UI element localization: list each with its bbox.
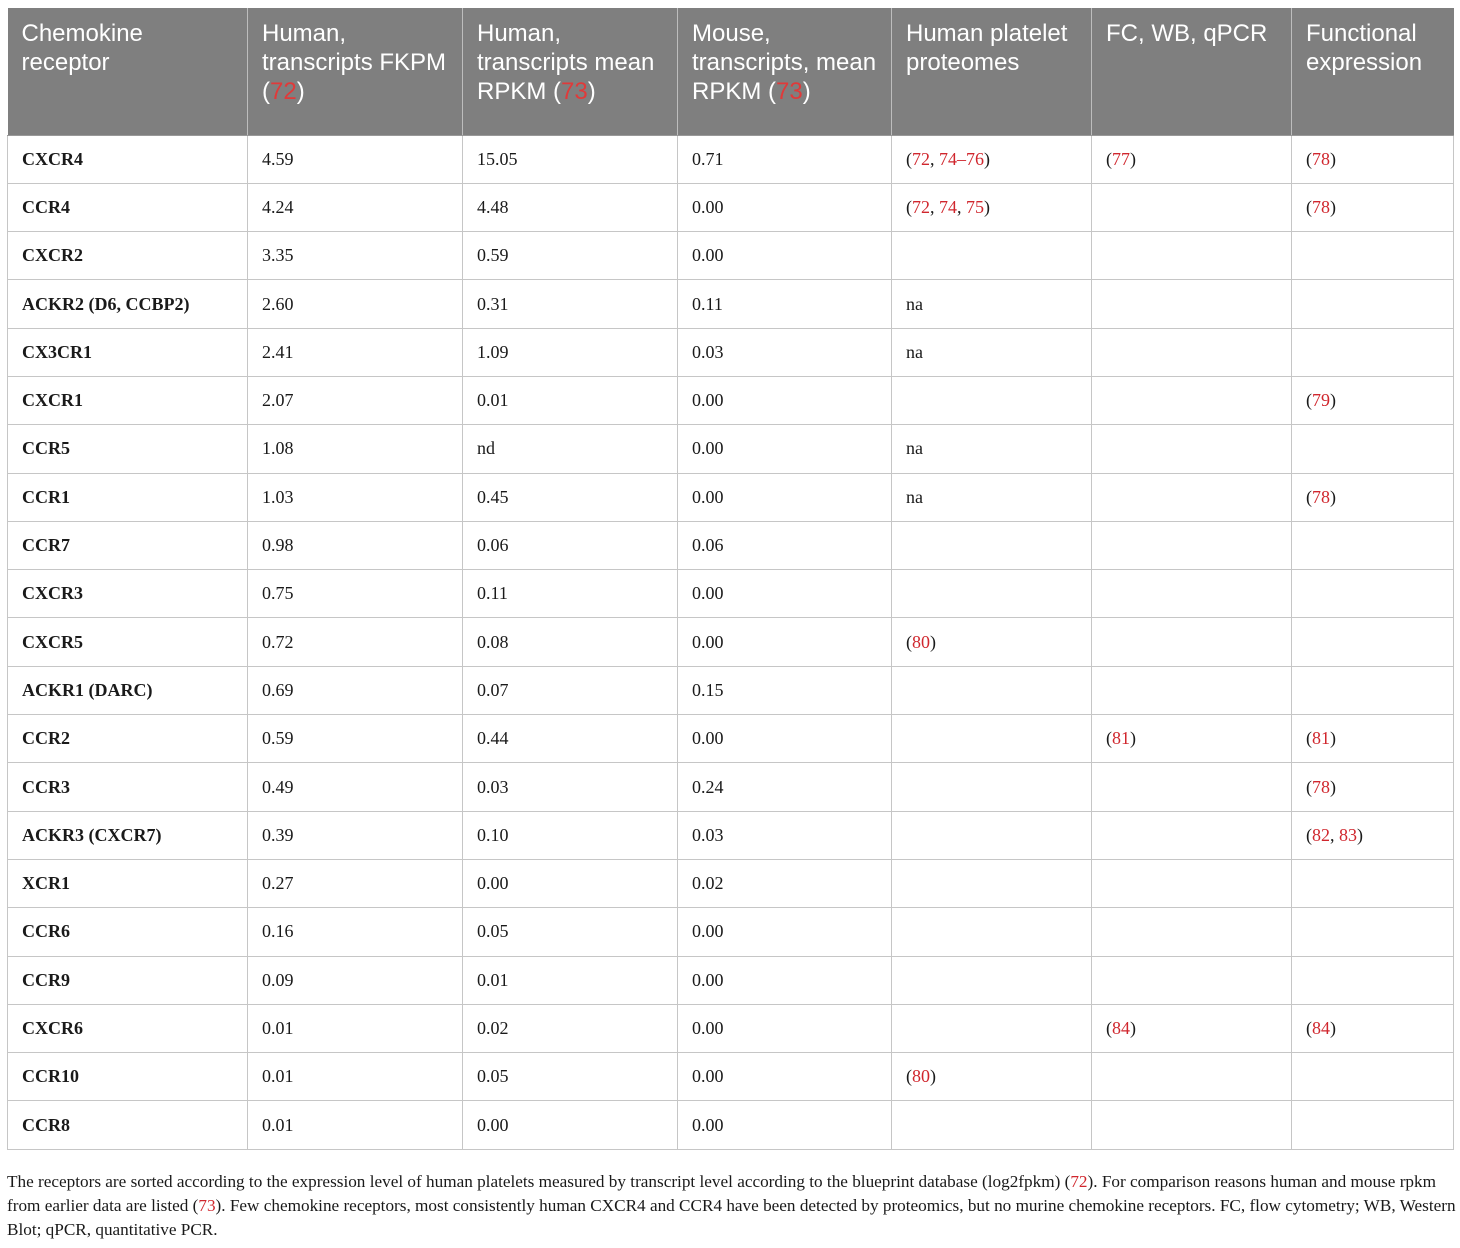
- cell-human-rpkm: 0.01: [463, 956, 678, 1004]
- cell-human-rpkm: 0.00: [463, 859, 678, 907]
- table-row: [8, 763, 1454, 811]
- cell-mouse-rpkm: 0.00: [678, 570, 892, 618]
- cell-proteomes: [892, 1004, 1092, 1052]
- paren: ): [1330, 148, 1336, 169]
- header-reference-link[interactable]: 73: [561, 78, 588, 105]
- paren: ): [984, 148, 990, 169]
- cell-human-rpkm: 0.31: [463, 280, 678, 328]
- cell-human-rpkm: 0.03: [463, 763, 678, 811]
- reference-link[interactable]: 74: [939, 196, 957, 217]
- cell-fc-wb-qpcr: [1092, 1004, 1292, 1052]
- cell-receptor: CCR3: [8, 763, 248, 811]
- cell-human-rpkm: 0.44: [463, 715, 678, 763]
- paren: ): [930, 1066, 936, 1087]
- separator: ,: [957, 196, 966, 217]
- table-row: [8, 183, 1454, 231]
- header-row: [8, 8, 1454, 135]
- cell-fc-wb-qpcr: [1092, 473, 1292, 521]
- cell-fc-wb-qpcr: [1092, 763, 1292, 811]
- header-reference-link[interactable]: 72: [270, 78, 297, 105]
- cell-receptor: CXCR5: [8, 618, 248, 666]
- reference-link[interactable]: 80: [912, 1066, 930, 1087]
- paren: (: [1306, 148, 1312, 169]
- cell-human-rpkm: 0.01: [463, 376, 678, 424]
- column-header: [678, 8, 892, 135]
- reference-link[interactable]: 83: [1339, 824, 1357, 845]
- reference-link[interactable]: 78: [1312, 776, 1330, 797]
- cell-receptor: XCR1: [8, 859, 248, 907]
- cell-human-fkpm: 0.49: [248, 763, 463, 811]
- cell-proteomes: [892, 232, 1092, 280]
- cell-mouse-rpkm: 0.00: [678, 715, 892, 763]
- paren: ): [1330, 196, 1336, 217]
- cell-proteomes: [892, 908, 1092, 956]
- cell-mouse-rpkm: 0.00: [678, 1004, 892, 1052]
- cell-mouse-rpkm: 0.03: [678, 811, 892, 859]
- cell-proteomes: [892, 618, 1092, 666]
- cell-proteomes: [892, 521, 1092, 569]
- table-caption: [7, 1170, 1457, 1242]
- cell-functional: [1292, 908, 1454, 956]
- cell-human-rpkm: 0.05: [463, 908, 678, 956]
- cell-human-rpkm: 4.48: [463, 183, 678, 231]
- cell-fc-wb-qpcr: [1092, 715, 1292, 763]
- cell-functional: [1292, 376, 1454, 424]
- cell-receptor: CCR6: [8, 908, 248, 956]
- cell-proteomes: na: [892, 280, 1092, 328]
- cell-human-fkpm: 0.59: [248, 715, 463, 763]
- reference-link[interactable]: 78: [1312, 486, 1330, 507]
- cell-human-fkpm: 0.39: [248, 811, 463, 859]
- cell-proteomes: [892, 956, 1092, 1004]
- reference-link[interactable]: 78: [1312, 196, 1330, 217]
- cell-fc-wb-qpcr: [1092, 280, 1292, 328]
- cell-fc-wb-qpcr: [1092, 859, 1292, 907]
- reference-link[interactable]: 74–76: [939, 148, 984, 169]
- cell-fc-wb-qpcr: [1092, 811, 1292, 859]
- table-row: [8, 715, 1454, 763]
- reference-link[interactable]: 78: [1312, 148, 1330, 169]
- cell-human-rpkm: 0.10: [463, 811, 678, 859]
- reference-link[interactable]: 81: [1112, 728, 1130, 749]
- table-row: [8, 232, 1454, 280]
- cell-proteomes: na: [892, 328, 1092, 376]
- paren: ): [930, 631, 936, 652]
- cell-receptor: CCR8: [8, 1101, 248, 1149]
- reference-link[interactable]: 84: [1312, 1017, 1330, 1038]
- table-row: [8, 425, 1454, 473]
- cell-proteomes: [892, 183, 1092, 231]
- cell-human-rpkm: 0.02: [463, 1004, 678, 1052]
- cell-fc-wb-qpcr: [1092, 376, 1292, 424]
- table-row: [8, 956, 1454, 1004]
- header-reference-link[interactable]: 73: [776, 78, 803, 105]
- cell-functional: [1292, 715, 1454, 763]
- paren: ): [1330, 390, 1336, 411]
- cell-fc-wb-qpcr: [1092, 135, 1292, 183]
- cell-functional: [1292, 956, 1454, 1004]
- table-body: [8, 135, 1454, 1149]
- cell-functional: [1292, 232, 1454, 280]
- cell-fc-wb-qpcr: [1092, 183, 1292, 231]
- cell-fc-wb-qpcr: [1092, 956, 1292, 1004]
- caption-text: ). For comparison reasons human and mouse rpkm from earlier data are listed (: [7, 1172, 1436, 1215]
- cell-functional: [1292, 135, 1454, 183]
- table-row: [8, 618, 1454, 666]
- cell-proteomes: [892, 763, 1092, 811]
- reference-link[interactable]: 79: [1312, 390, 1330, 411]
- cell-receptor: CCR4: [8, 183, 248, 231]
- paren: ): [802, 78, 811, 105]
- cell-proteomes: [892, 666, 1092, 714]
- cell-proteomes: na: [892, 425, 1092, 473]
- column-header-label: Human platelet proteomes: [906, 20, 1068, 76]
- cell-functional: [1292, 666, 1454, 714]
- paren: (: [1306, 776, 1312, 797]
- paren: ): [1130, 728, 1136, 749]
- cell-human-rpkm: 0.00: [463, 1101, 678, 1149]
- cell-human-rpkm: 0.08: [463, 618, 678, 666]
- table-row: [8, 521, 1454, 569]
- cell-human-rpkm: 0.45: [463, 473, 678, 521]
- paren: (: [1306, 824, 1312, 845]
- cell-mouse-rpkm: 0.00: [678, 618, 892, 666]
- cell-mouse-rpkm: 0.00: [678, 1053, 892, 1101]
- cell-receptor: CCR5: [8, 425, 248, 473]
- paren: (: [906, 196, 912, 217]
- cell-mouse-rpkm: 0.06: [678, 521, 892, 569]
- cell-receptor: CCR7: [8, 521, 248, 569]
- separator: ,: [1330, 824, 1339, 845]
- cell-receptor: CX3CR1: [8, 328, 248, 376]
- paren: (: [1306, 486, 1312, 507]
- cell-human-fkpm: 0.01: [248, 1101, 463, 1149]
- caption-text: ). Few chemokine receptors, most consistently human CXCR4 and CCR4 have been detected by proteomics, but no murine chemokine receptors. FC, flow cytometry; WB, Western Blot; qPCR, quantitative PCR.: [7, 1196, 1456, 1239]
- table-row: [8, 908, 1454, 956]
- table-row: [8, 1053, 1454, 1101]
- reference-link[interactable]: 80: [912, 631, 930, 652]
- cell-mouse-rpkm: 0.11: [678, 280, 892, 328]
- paren: (: [906, 1066, 912, 1087]
- cell-proteomes: [892, 859, 1092, 907]
- caption-reference-link[interactable]: 72: [1070, 1172, 1088, 1191]
- paren: ): [1330, 776, 1336, 797]
- cell-receptor: CCR2: [8, 715, 248, 763]
- reference-link[interactable]: 81: [1312, 728, 1330, 749]
- cell-mouse-rpkm: 0.00: [678, 908, 892, 956]
- cell-mouse-rpkm: 0.00: [678, 956, 892, 1004]
- cell-functional: [1292, 859, 1454, 907]
- table-row: [8, 1004, 1454, 1052]
- column-header: [1092, 8, 1292, 135]
- column-header: [1292, 8, 1454, 135]
- paren: (: [906, 631, 912, 652]
- reference-link[interactable]: 72: [912, 148, 930, 169]
- paren: ): [1130, 148, 1136, 169]
- cell-mouse-rpkm: 0.02: [678, 859, 892, 907]
- cell-functional: [1292, 280, 1454, 328]
- paren: ): [1330, 486, 1336, 507]
- paren: (: [1106, 148, 1112, 169]
- cell-human-fkpm: 1.03: [248, 473, 463, 521]
- separator: ,: [930, 196, 939, 217]
- paren: ): [1357, 824, 1363, 845]
- caption-reference-link[interactable]: 73: [198, 1196, 216, 1215]
- cell-receptor: CCR1: [8, 473, 248, 521]
- paren: (: [906, 148, 912, 169]
- cell-mouse-rpkm: 0.00: [678, 1101, 892, 1149]
- cell-functional: [1292, 618, 1454, 666]
- cell-functional: [1292, 521, 1454, 569]
- cell-human-fkpm: 3.35: [248, 232, 463, 280]
- cell-mouse-rpkm: 0.00: [678, 473, 892, 521]
- cell-receptor: ACKR3 (CXCR7): [8, 811, 248, 859]
- cell-human-fkpm: 0.75: [248, 570, 463, 618]
- cell-human-fkpm: 0.98: [248, 521, 463, 569]
- cell-fc-wb-qpcr: [1092, 328, 1292, 376]
- table-row: [8, 328, 1454, 376]
- cell-proteomes: [892, 1101, 1092, 1149]
- paren: (: [1306, 728, 1312, 749]
- cell-fc-wb-qpcr: [1092, 618, 1292, 666]
- cell-receptor: CXCR2: [8, 232, 248, 280]
- chemokine-receptor-table: [7, 8, 1454, 1150]
- paren: ): [984, 196, 990, 217]
- cell-human-rpkm: 15.05: [463, 135, 678, 183]
- cell-mouse-rpkm: 0.71: [678, 135, 892, 183]
- cell-fc-wb-qpcr: [1092, 425, 1292, 473]
- table-row: [8, 811, 1454, 859]
- cell-human-fkpm: 0.16: [248, 908, 463, 956]
- cell-fc-wb-qpcr: [1092, 232, 1292, 280]
- cell-functional: [1292, 328, 1454, 376]
- table-row: [8, 666, 1454, 714]
- cell-proteomes: [892, 1053, 1092, 1101]
- cell-functional: [1292, 1053, 1454, 1101]
- cell-functional: [1292, 811, 1454, 859]
- cell-receptor: CXCR3: [8, 570, 248, 618]
- table-row: [8, 570, 1454, 618]
- cell-proteomes: [892, 376, 1092, 424]
- column-header-label: Functional expression: [1306, 20, 1423, 76]
- reference-link[interactable]: 84: [1112, 1017, 1130, 1038]
- cell-fc-wb-qpcr: [1092, 908, 1292, 956]
- cell-human-fkpm: 1.08: [248, 425, 463, 473]
- cell-human-fkpm: 0.01: [248, 1004, 463, 1052]
- cell-human-fkpm: 2.60: [248, 280, 463, 328]
- cell-functional: [1292, 473, 1454, 521]
- cell-fc-wb-qpcr: [1092, 666, 1292, 714]
- cell-mouse-rpkm: 0.00: [678, 425, 892, 473]
- cell-functional: [1292, 425, 1454, 473]
- column-header-label: Chemokine receptor: [21, 20, 143, 76]
- cell-mouse-rpkm: 0.15: [678, 666, 892, 714]
- cell-receptor: CXCR4: [8, 135, 248, 183]
- cell-human-rpkm: nd: [463, 425, 678, 473]
- cell-receptor: CXCR6: [8, 1004, 248, 1052]
- cell-proteomes: [892, 135, 1092, 183]
- cell-proteomes: [892, 811, 1092, 859]
- cell-receptor: CCR10: [8, 1053, 248, 1101]
- cell-mouse-rpkm: 0.00: [678, 183, 892, 231]
- column-header: [463, 8, 678, 135]
- table-row: [8, 473, 1454, 521]
- cell-proteomes: [892, 715, 1092, 763]
- cell-human-fkpm: 2.41: [248, 328, 463, 376]
- reference-link[interactable]: 82: [1312, 824, 1330, 845]
- cell-mouse-rpkm: 0.24: [678, 763, 892, 811]
- paren: (: [1106, 1017, 1112, 1038]
- column-header-label: Human, transcripts FKPM (: [262, 20, 447, 105]
- cell-fc-wb-qpcr: [1092, 570, 1292, 618]
- caption-text: The receptors are sorted according to the expression level of human platelets measured by transcript level according to the blueprint database (log2fpkm) (: [7, 1172, 1071, 1191]
- table-row: [8, 280, 1454, 328]
- table-row: [8, 135, 1454, 183]
- paren: (: [1306, 1017, 1312, 1038]
- paren: (: [1306, 196, 1312, 217]
- column-header-label: FC, WB, qPCR: [1106, 20, 1268, 47]
- cell-functional: [1292, 570, 1454, 618]
- reference-link[interactable]: 72: [912, 196, 930, 217]
- table-row: [8, 376, 1454, 424]
- paren: ): [296, 78, 305, 105]
- cell-mouse-rpkm: 0.00: [678, 232, 892, 280]
- separator: ,: [930, 148, 939, 169]
- cell-human-rpkm: 0.05: [463, 1053, 678, 1101]
- paren: (: [1306, 390, 1312, 411]
- cell-human-fkpm: 0.72: [248, 618, 463, 666]
- reference-link[interactable]: 77: [1112, 148, 1130, 169]
- cell-human-rpkm: 1.09: [463, 328, 678, 376]
- cell-human-fkpm: 2.07: [248, 376, 463, 424]
- paren: (: [1106, 728, 1112, 749]
- column-header: [892, 8, 1092, 135]
- table-row: [8, 1101, 1454, 1149]
- cell-human-fkpm: 4.59: [248, 135, 463, 183]
- cell-receptor: ACKR2 (D6, CCBP2): [8, 280, 248, 328]
- column-header: [8, 8, 248, 135]
- cell-functional: [1292, 763, 1454, 811]
- paren: ): [587, 78, 596, 105]
- cell-proteomes: na: [892, 473, 1092, 521]
- cell-human-fkpm: 0.09: [248, 956, 463, 1004]
- cell-human-fkpm: 0.69: [248, 666, 463, 714]
- paren: ): [1330, 1017, 1336, 1038]
- paren: ): [1130, 1017, 1136, 1038]
- cell-mouse-rpkm: 0.03: [678, 328, 892, 376]
- column-header-label: Mouse, transcripts, mean RPKM (: [692, 20, 877, 105]
- cell-human-rpkm: 0.07: [463, 666, 678, 714]
- column-header: [248, 8, 463, 135]
- cell-receptor: ACKR1 (DARC): [8, 666, 248, 714]
- cell-functional: [1292, 1101, 1454, 1149]
- cell-human-rpkm: 0.59: [463, 232, 678, 280]
- cell-receptor: CCR9: [8, 956, 248, 1004]
- cell-human-fkpm: 0.01: [248, 1053, 463, 1101]
- table-row: [8, 859, 1454, 907]
- cell-functional: [1292, 1004, 1454, 1052]
- cell-receptor: CXCR1: [8, 376, 248, 424]
- cell-human-fkpm: 0.27: [248, 859, 463, 907]
- cell-human-rpkm: 0.11: [463, 570, 678, 618]
- cell-functional: [1292, 183, 1454, 231]
- reference-link[interactable]: 75: [966, 196, 984, 217]
- cell-proteomes: [892, 570, 1092, 618]
- cell-fc-wb-qpcr: [1092, 521, 1292, 569]
- table-header: [8, 8, 1454, 135]
- cell-mouse-rpkm: 0.00: [678, 376, 892, 424]
- cell-fc-wb-qpcr: [1092, 1101, 1292, 1149]
- cell-fc-wb-qpcr: [1092, 1053, 1292, 1101]
- column-header-label: Human, transcripts mean RPKM (: [477, 20, 655, 105]
- cell-human-rpkm: 0.06: [463, 521, 678, 569]
- paren: ): [1330, 728, 1336, 749]
- cell-human-fkpm: 4.24: [248, 183, 463, 231]
